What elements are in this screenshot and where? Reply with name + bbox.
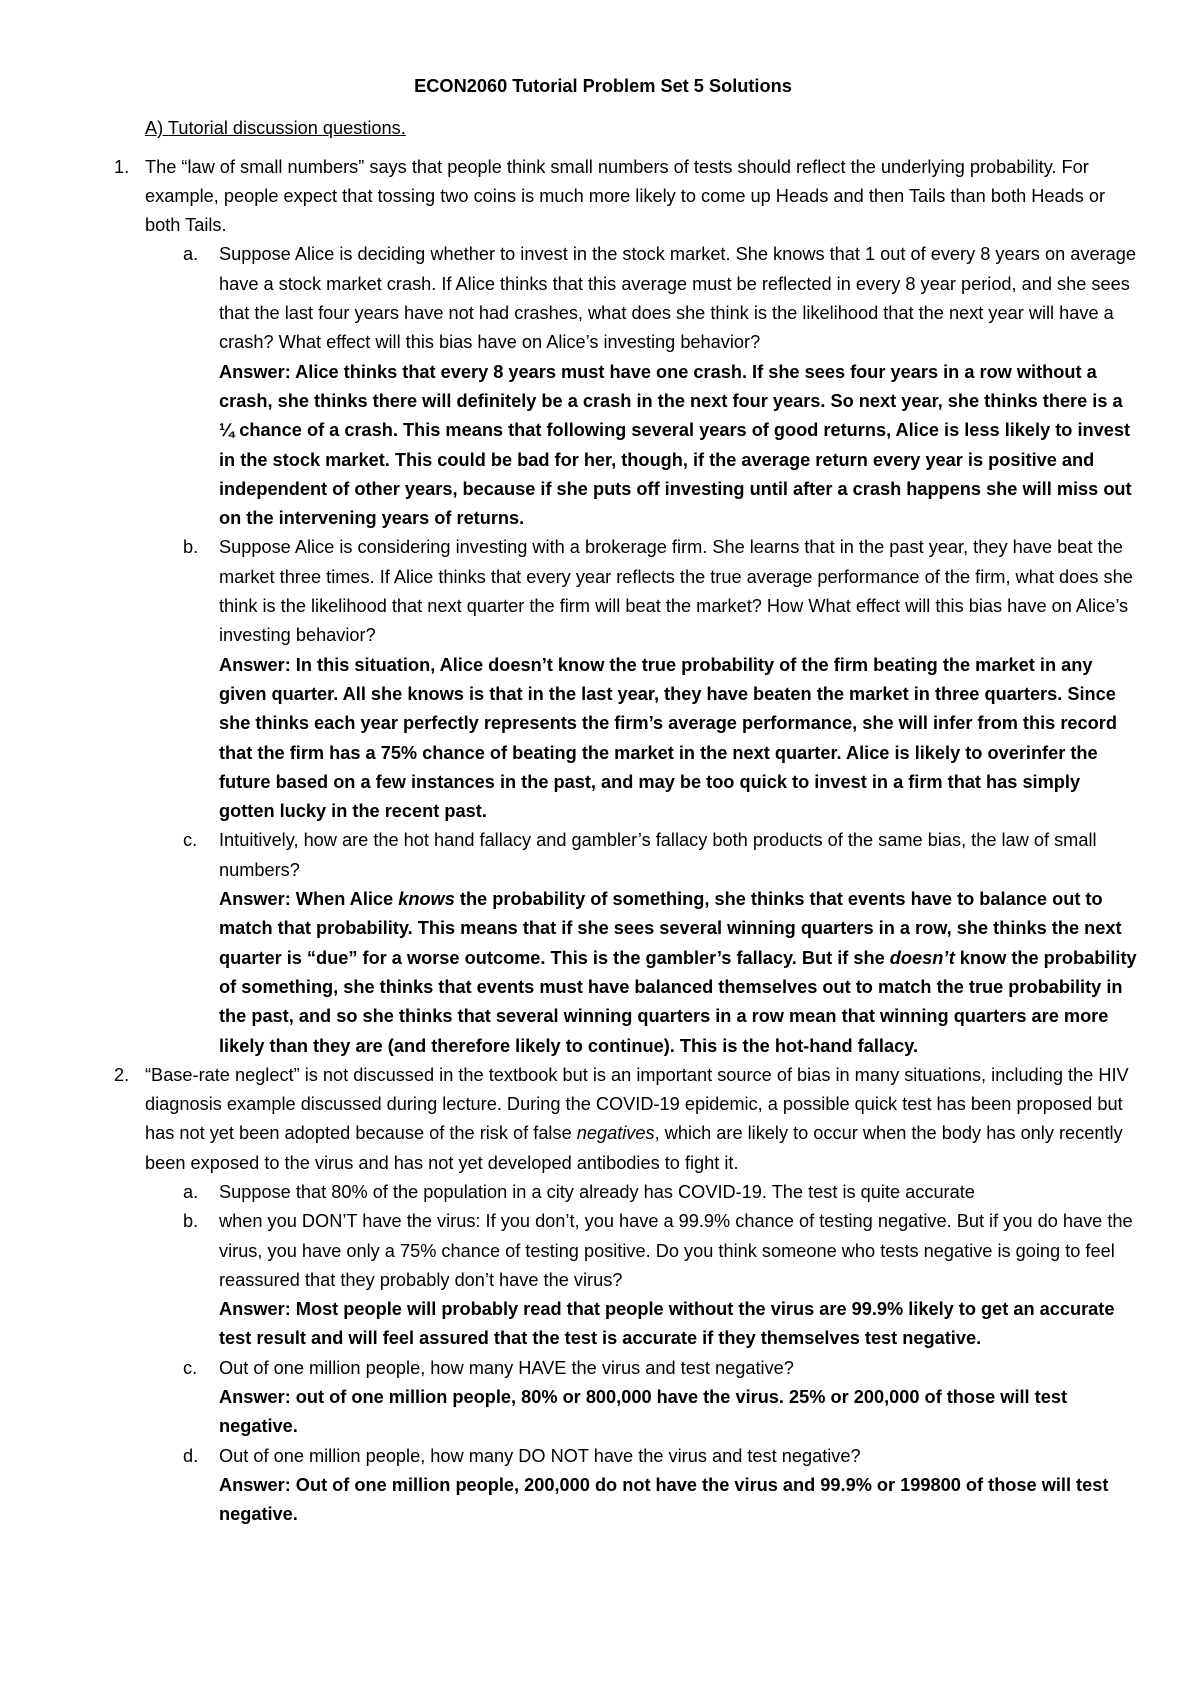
answer-emphasis: knows <box>398 889 455 910</box>
part-text: Out of one million people, how many DO NOT have the virus and test negative? <box>219 1445 861 1466</box>
answer-text: Answer: Most people will probably read that people without the virus are 99.9% likely to get an accurate test result and will feel assured that the test is accurate if they themselves test negative. <box>219 1299 1115 1349</box>
question-1c <box>0 826 1137 1060</box>
question-1 <box>0 153 1137 241</box>
part-text: Suppose Alice is deciding whether to invest in the stock market. She knows that 1 out of every 8 years on average have a stock market crash. If Alice thinks that this average must be reflected in every 8 year period, and she sees that the last four years have not had crashes, what does she think is the likelihood that the next year will have a crash? What effect will this bias have on Alice’s investing behavior? <box>219 244 1136 353</box>
part-text: Suppose Alice is considering investing with a brokerage firm. She learns that in the past year, they have beat the market three times. If Alice thinks that every year reflects the true average performance of the firm, what does she think is the likelihood that next quarter the firm will beat the market? How What effect will this bias have on Alice’s investing behavior? <box>219 537 1133 646</box>
part-letter: b. <box>183 1211 199 1232</box>
answer-text: Answer: In this situation, Alice doesn’t know the true probability of the firm beating the market in any given quarter. All she knows is that in the last year, they have beaten the market in three quarters. Since she thinks each year perfectly represents the firm’s average performance, she will infer from this record that the firm has a 75% chance of beating the market in the next quarter. Alice is likely to overinfer the future based on a few instances in the past, and may be too quick to invest in a firm that has simply gotten lucky in the recent past. <box>219 654 1117 822</box>
part-letter: c. <box>183 1357 198 1378</box>
answer-segment: the probability of something, she thinks that events have to balance out to match that probability. This means that if she sees several winning quarters in a row, she thinks the next quarter is “due” for a worse outcome. This is the gambler’s fallacy. But if she <box>219 889 1122 968</box>
question-number: 2. <box>114 1064 130 1085</box>
question-1a <box>0 240 1137 533</box>
answer-text <box>219 885 1137 1061</box>
question-emphasis: negatives <box>576 1123 655 1144</box>
answer-text: Answer: Out of one million people, 200,000 do not have the virus and 99.9% or 199800 of those will test negative. <box>219 1474 1109 1525</box>
question-segment: , which are likely to occur when the body has only recently been exposed to the virus and has not yet developed antibodies to fight it. <box>145 1123 1123 1173</box>
question-segment: “Base-rate neglect” is not discussed in the textbook but is an important source of bias in many situations, including the HIV diagnosis example discussed during lecture. During the COVID-19 epidemic, a possible quick test has been proposed but has not yet been adopted because of the risk of false <box>145 1064 1129 1144</box>
question-number: 1. <box>114 156 130 177</box>
question-1b <box>0 533 1137 826</box>
question-2a <box>0 1178 1137 1207</box>
part-text: when you DON’T have the virus: If you don’t, you have a 99.9% chance of testing negative. But if you do have the virus, you have only a 75% chance of testing positive. Do you think someone who tests negative is going to feel reassured that they probably don’t have the virus? <box>219 1211 1133 1290</box>
answer-emphasis: doesn’t <box>889 947 955 968</box>
question-text <box>145 1061 1137 1178</box>
part-text: Out of one million people, how many HAVE the virus and test negative? <box>219 1357 794 1378</box>
answer-segment: know the probability of something, she thinks that events must have balanced themselves out to match the true probability in the past, and so she thinks that several winning quarters in a row mean that winning quarters are more likely than they are (and therefore likely to continue). This is the hot-hand fallacy. <box>219 947 1137 1056</box>
question-2c <box>0 1354 1137 1442</box>
question-2 <box>0 1061 1137 1178</box>
part-text: Intuitively, how are the hot hand fallacy and gambler’s fallacy both products of the same bias, the law of small numbers? <box>219 830 1097 880</box>
part-letter: d. <box>183 1445 199 1466</box>
part-letter: c. <box>183 830 198 851</box>
section-heading: A) Tutorial discussion questions. <box>145 118 406 139</box>
part-letter: a. <box>183 244 199 265</box>
part-text: Suppose that 80% of the population in a city already has COVID-19. The test is quite accurate <box>219 1181 975 1202</box>
answer-text: Answer: Alice thinks that every 8 years must have one crash. If she sees four years in a row without a crash, she thinks there will definitely be a crash in the next four years. So next year, she thinks there is a ¼ chance of a crash. This means that following several years of good returns, Alice is less likely to invest in the stock market. This could be bad for her, though, if the average return every year is positive and independent of other years, because if she puts off investing until after a crash happens she will miss out on the intervening years of returns. <box>219 361 1132 529</box>
page-title: ECON2060 Tutorial Problem Set 5 Solutions <box>414 76 792 96</box>
part-letter: b. <box>183 537 199 558</box>
part-letter: a. <box>183 1181 199 1202</box>
question-text: The “law of small numbers” says that people think small numbers of tests should reflect the underlying probability. For example, people expect that tossing two coins is much more likely to come up Heads and then Tails than both Heads or both Tails. <box>145 156 1106 236</box>
question-2d <box>0 1442 1137 1530</box>
answer-text: Answer: out of one million people, 80% or 800,000 have the virus. 25% or 200,000 of those will test negative. <box>219 1387 1068 1437</box>
answer-segment: Answer: When Alice <box>219 889 399 910</box>
question-2b <box>0 1207 1137 1353</box>
